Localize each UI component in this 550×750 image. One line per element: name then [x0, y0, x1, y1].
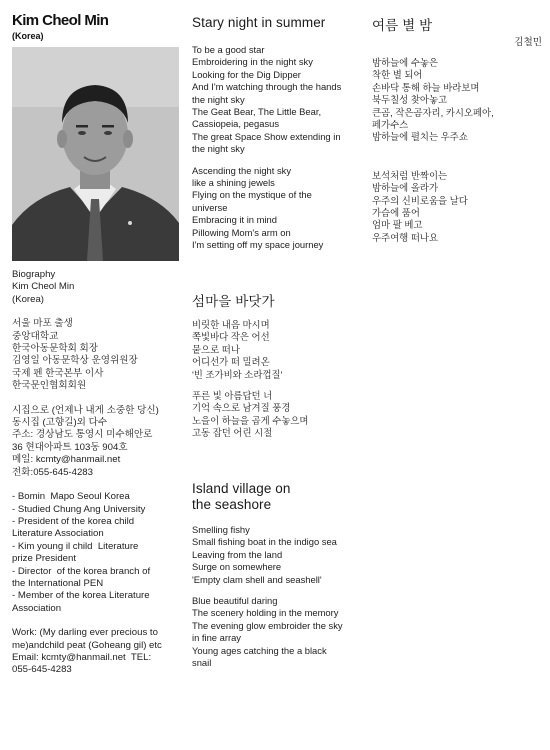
bio-english-line: - Bomin Mapo Seoul Korea [12, 491, 130, 503]
bio-email-english: Email: kcmty@hanmail.net TEL: [12, 651, 152, 663]
poem-title-island-korean: 섬마을 바닷가 [192, 294, 275, 309]
poem-line: 'Empty clam shell and seashell' [192, 573, 322, 585]
poem-line: 밤하늘에 올라가 [372, 182, 438, 194]
bio-korean-works-line: 동시집 (고향길)외 다수 [12, 417, 108, 429]
poem-line: 밤하늘에 펼치는 우주쇼 [372, 131, 468, 143]
author-portrait [12, 47, 179, 261]
bio-korean-line: 중앙대학교 [12, 330, 59, 342]
bio-english-works-line: Work: (My darling ever precious to [12, 627, 158, 639]
poem-stary-night-body [192, 44, 341, 252]
poem-title-island-english [192, 481, 291, 513]
bio-korean-line: 서울 마포 출생 [12, 318, 73, 330]
poem-line: 푸른 빛 아름답던 너 [192, 390, 273, 402]
poem-line: 기억 속으로 남겨질 풍경 [192, 402, 291, 414]
bio-english-line: - Kim young il child Literature [12, 540, 139, 552]
poem-line: Embracing it in mind [192, 214, 277, 226]
poem-stary-night-korean-body [372, 57, 494, 244]
poem-line: Embroidering in the night sky [192, 56, 313, 68]
poem-line: 비릿한 내음 마시며 [192, 319, 270, 330]
poem-line: 손바닥 통해 하늘 바라보며 [372, 81, 480, 93]
poem-line: 고동 잡던 어린 시절 [192, 427, 273, 439]
poem-line: Young ages catching the a black [192, 644, 327, 656]
bio-phone-english: 055-645-4283 [12, 664, 72, 676]
poem-line: The evening glow embroider the sky [192, 619, 343, 631]
bio-english-line: Literature Association [12, 528, 104, 540]
poem-line: Surge on somewhere [192, 561, 282, 573]
poem-line: The scenery holding in the memory [192, 607, 339, 619]
bio-korean-line: 국제 펜 한국본부 이사 [12, 367, 104, 379]
poem-line: Blue beautiful daring [192, 595, 278, 607]
poem-line: 페가수스 [372, 119, 409, 131]
author-country: (Korea) [12, 31, 44, 41]
bio-english-line: - Studied Chung Ang University [12, 503, 146, 515]
poem-line: And I'm watching through the hands [192, 81, 342, 93]
bio-korean-works-line: 주소: 경상남도 통영시 미수해안로 [12, 429, 153, 441]
bio-korean-line: 한국문인협회회원 [12, 380, 87, 392]
bio-english-line: - Member of the korea Literature [12, 590, 150, 602]
poem-line: 쪽빛바다 작은 어선 [192, 331, 270, 343]
poem-line: Leaving from the land [192, 548, 283, 560]
bio-english-line: prize President [12, 553, 76, 565]
poem-line: universe [192, 201, 228, 213]
poem-line: 가슴에 품어 [372, 207, 420, 219]
bio-korean-works-line: 시집으로 (언제나 내게 소중한 당신) [12, 404, 159, 416]
poem-title-line: Island village on [192, 481, 291, 496]
poem-island-korean-body [192, 319, 309, 440]
poem-title-stary-night: Stary night in summer [192, 15, 326, 30]
poem-line: like a shining jewels [192, 177, 275, 189]
poem-line: '빈 조가비와 소라껍질' [192, 368, 283, 380]
poem-line: Small fishing boat in the indigo sea [192, 536, 337, 548]
bio-korean-line: 한국아동문학회 회장 [12, 343, 99, 355]
bio-english-line: - Director of the korea branch of [12, 565, 151, 577]
bio-english-line: Association [12, 602, 62, 614]
bio-header-line: Biography [12, 269, 56, 280]
portrait-graphic [12, 47, 179, 261]
bio-korean-line: 김영일 아동문학상 운영위원장 [12, 355, 138, 367]
poem-line: the night sky [192, 93, 245, 105]
poem-line: I'm setting off my space journey [192, 239, 324, 251]
bio-header-line: (Korea) [12, 293, 44, 305]
poem-line: 우주여행 떠나요 [372, 231, 438, 243]
bio-phone-korean: 전화:055-645-4283 [12, 466, 93, 478]
poem-line: Flying on the mystique of the [192, 189, 312, 201]
poem-line: 어디선가 떠 밀려온 [192, 356, 270, 368]
poem-line: snail [192, 657, 212, 669]
poem-line: 노을이 하늘을 곱게 수놓으며 [192, 414, 309, 426]
poem-line: Smelling fishy [192, 524, 250, 535]
author-name: Kim Cheol Min [12, 12, 109, 29]
poem-title-line: the seashore [192, 497, 272, 512]
poem-author-korean: 김철민 [514, 37, 542, 48]
poem-line: Ascending the night sky [192, 164, 292, 176]
poem-line: in fine array [192, 632, 241, 644]
poem-line: Pillowing Mom's arm on [192, 226, 291, 238]
bio-english-works-line: me)andchild peat (Goheang gil) etc [12, 639, 162, 651]
poem-line: To be a good star [192, 44, 265, 55]
bio-header-line: Kim Cheol Min [12, 281, 75, 293]
poem-line: 밤하늘에 수놓은 [372, 57, 438, 68]
poem-line: 엄마 팔 베고 [372, 219, 423, 231]
bio-korean-works-line: 36 현대아파트 103동 904호 [12, 441, 128, 453]
poem-line: Cassiopeia, pegasus [192, 118, 280, 130]
poem-line: The great Space Show extending in [192, 130, 341, 142]
poem-line: the night sky [192, 143, 245, 155]
biography [12, 269, 188, 677]
poem-island-english-body [192, 524, 343, 669]
poem-line: 북두칠성 찾아놓고 [372, 94, 448, 106]
bio-english-line: - President of the korea child [12, 515, 135, 527]
bio-email-korean: 메일: kcmty@hanmail.net [12, 454, 121, 466]
poem-title-stary-night-korean: 여름 별 밤 [372, 18, 433, 33]
poem-line: Looking for the Dig Dipper [192, 68, 301, 80]
poem-line: 우주의 신비로움을 날다 [372, 194, 468, 206]
poem-line: 큰곰, 작은곰자리, 카시오페아, [372, 106, 494, 118]
poem-line: 뭍으로 떠나 [192, 343, 240, 355]
poem-line: 보석처럼 반짝이는 [372, 169, 448, 181]
poem-line: The Geat Bear, The Little Bear, [192, 106, 322, 118]
bio-english-line: the International PEN [12, 577, 104, 589]
poem-line: 착한 별 되어 [372, 69, 423, 81]
